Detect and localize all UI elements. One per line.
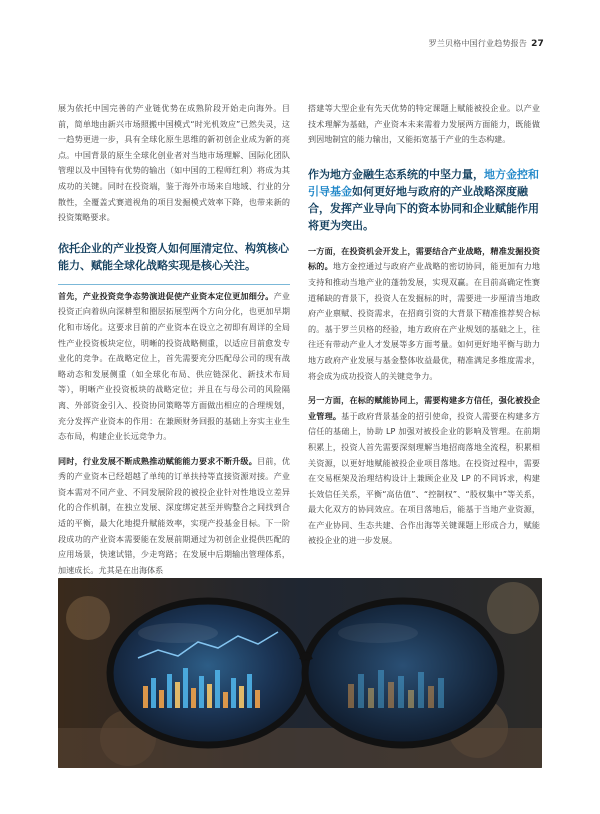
right-heading-part-b: 如何更好地与政府的产业战略深度融合，发挥产业导向下的资本协同和企业赋能作用将更为突出。 — [308, 184, 539, 232]
right-heading-highlight: 地方金控和引导基金 — [308, 167, 539, 198]
left-section-heading: 依托企业的产业投资人如何厘清定位、构筑核心能力、赋能全球化战略实现是核心关注。 — [58, 241, 289, 272]
heading-divider — [58, 284, 290, 285]
page-number: 27 — [531, 39, 544, 49]
right-paragraph-1-body: 地方金控通过与政府产业战略的密切协同，能更加有力地支持和推动当地产业的蓬勃发展，实现双赢。在目前高确定性赛道稀缺的背景下，投资人在发掘标的时，需要进一步厘清当地政府产业禀赋、投资需求，在招商引资的大背景下精准推荐契合标的。基于罗兰贝格的经验，地方政府在产业规划的基础之上，往往还有带动产业人才发展等多方面考量。如何更好地平衡与助力地方政府产业发展与基金整体收益最优，精准满足多维度需求，将会成为成功投资人的关键竞争力。 — [308, 261, 540, 381]
right-paragraph-2 — [308, 393, 540, 549]
right-paragraph-2-body: 基于政府背景基金的招引使命，投资人需要在构建多方信任的基础上，协助 LP 加强对被投企业的影响及管理。在前期积累上，投资人首先需要深刻理解当地招商落地全流程，积累相关资源，以更好地赋能被投企业项目落地。在投资过程中，需要在交易框架及治理结构设计上兼顾企业及 LP 的不同诉求，构建长效信任关系，平衡“高估值”、“控制权”、“股权集中”等关系，最大化双方的协同效应。在项目落地后，能基于当地产业资源，在产业协同、生态共建、合作出海等关键课题上形成合力，赋能被投企业的进一步发展。 — [308, 410, 540, 546]
right-intro-paragraph: 搭建等大型企业有先天优势的特定课题上赋能被投企业。以产业技术理解为基础，产业资本未来需着力发展两方面能力，既能做到因地制宜的能力输出，又能拓宽基于产业的生态构建。 — [308, 103, 540, 145]
right-paragraph-1-lead: 一方面，在投资机会开发上，需要结合产业战略，精准发掘投资标的。 — [308, 245, 540, 272]
left-paragraph-2-lead: 同时，行业发展不断成熟推动赋能能力要求不断升级。 — [58, 455, 258, 466]
left-column — [58, 101, 290, 578]
right-column — [308, 101, 540, 549]
report-title: 罗兰贝格中国行业趋势报告 — [428, 39, 528, 48]
right-paragraph-2-lead: 另一方面，在标的赋能协同上，需要构建多方信任，强化被投企业管理。 — [308, 395, 540, 421]
right-heading-part-a: 作为地方金融生态系统的中坚力量， — [308, 167, 484, 181]
left-paragraph-1-body: 产业投资正向着纵向深耕型和圈层拓展型两个方向分化，也更加早期化和市场化。这要求目前的产业资本在设立之初即有周详的全局性产业投资板块定位，明晰的投资战略侧重，以适应目前愈发专业化的竞争。在战略定位上，首先需要充分匹配母公司的现有战略动态和发展侧重（如全球化布局、供应链深化、新技术布局等），明晰产业投资板块的战略定位；并且在与母公司的风险隔离、外部资金引入、投资协同策略等方面做出相应的合理规划，充分发挥产业资本的作用：在兼顾财务回报的基础上夯实主业生态布局，构建企业长远竞争力。 — [58, 290, 290, 442]
left-paragraph-2 — [58, 454, 290, 579]
right-paragraph-1 — [308, 244, 540, 384]
left-paragraph-2-body: 目前，优秀的产业资本已经超越了单纯的订单扶持等直接资源对接。产业资本需对不同产业、不同发展阶段的被投企业针对性地设立差异化的合作机制，在独立发展、深度绑定甚至并购整合之间找到合适的平衡，最大化地提升赋能效率，实现产投基金目标。下一阶段成功的产业资本需要能在发展前期通过为初创企业提供匹配的应用场景，快速试错，少走弯路；在发展中后期输出管理体系，加速成长。尤其是在出海体系 — [58, 455, 290, 575]
left-paragraph-1-lead: 首先，产业投资竞争态势演进促使产业资本定位更加细分。 — [58, 290, 274, 301]
page-header — [429, 38, 544, 49]
glasses-data-photo — [58, 578, 542, 768]
left-intro-paragraph: 展为依托中国完善的产业链优势在成熟阶段开始走向海外。目前，简单地由新兴市场照搬中国模式“时光机效应”已然失灵，这一趋势更进一步，具有全球化原生思维的新初创企业成为新的亮点。中国背景的原生全球化创业者对当地市场理解、国际化团队管理以及中国特有优势的输出（如中国的工程师红利）将成为其成功的关键。同时在投资端，鉴于海外市场来自地域、行业的分散性，全覆盖式赛道视角的项目发掘模式效率下降，也带来新的投资策略要求。 — [58, 103, 290, 223]
right-section-heading — [308, 166, 540, 234]
left-paragraph-1 — [58, 289, 290, 445]
